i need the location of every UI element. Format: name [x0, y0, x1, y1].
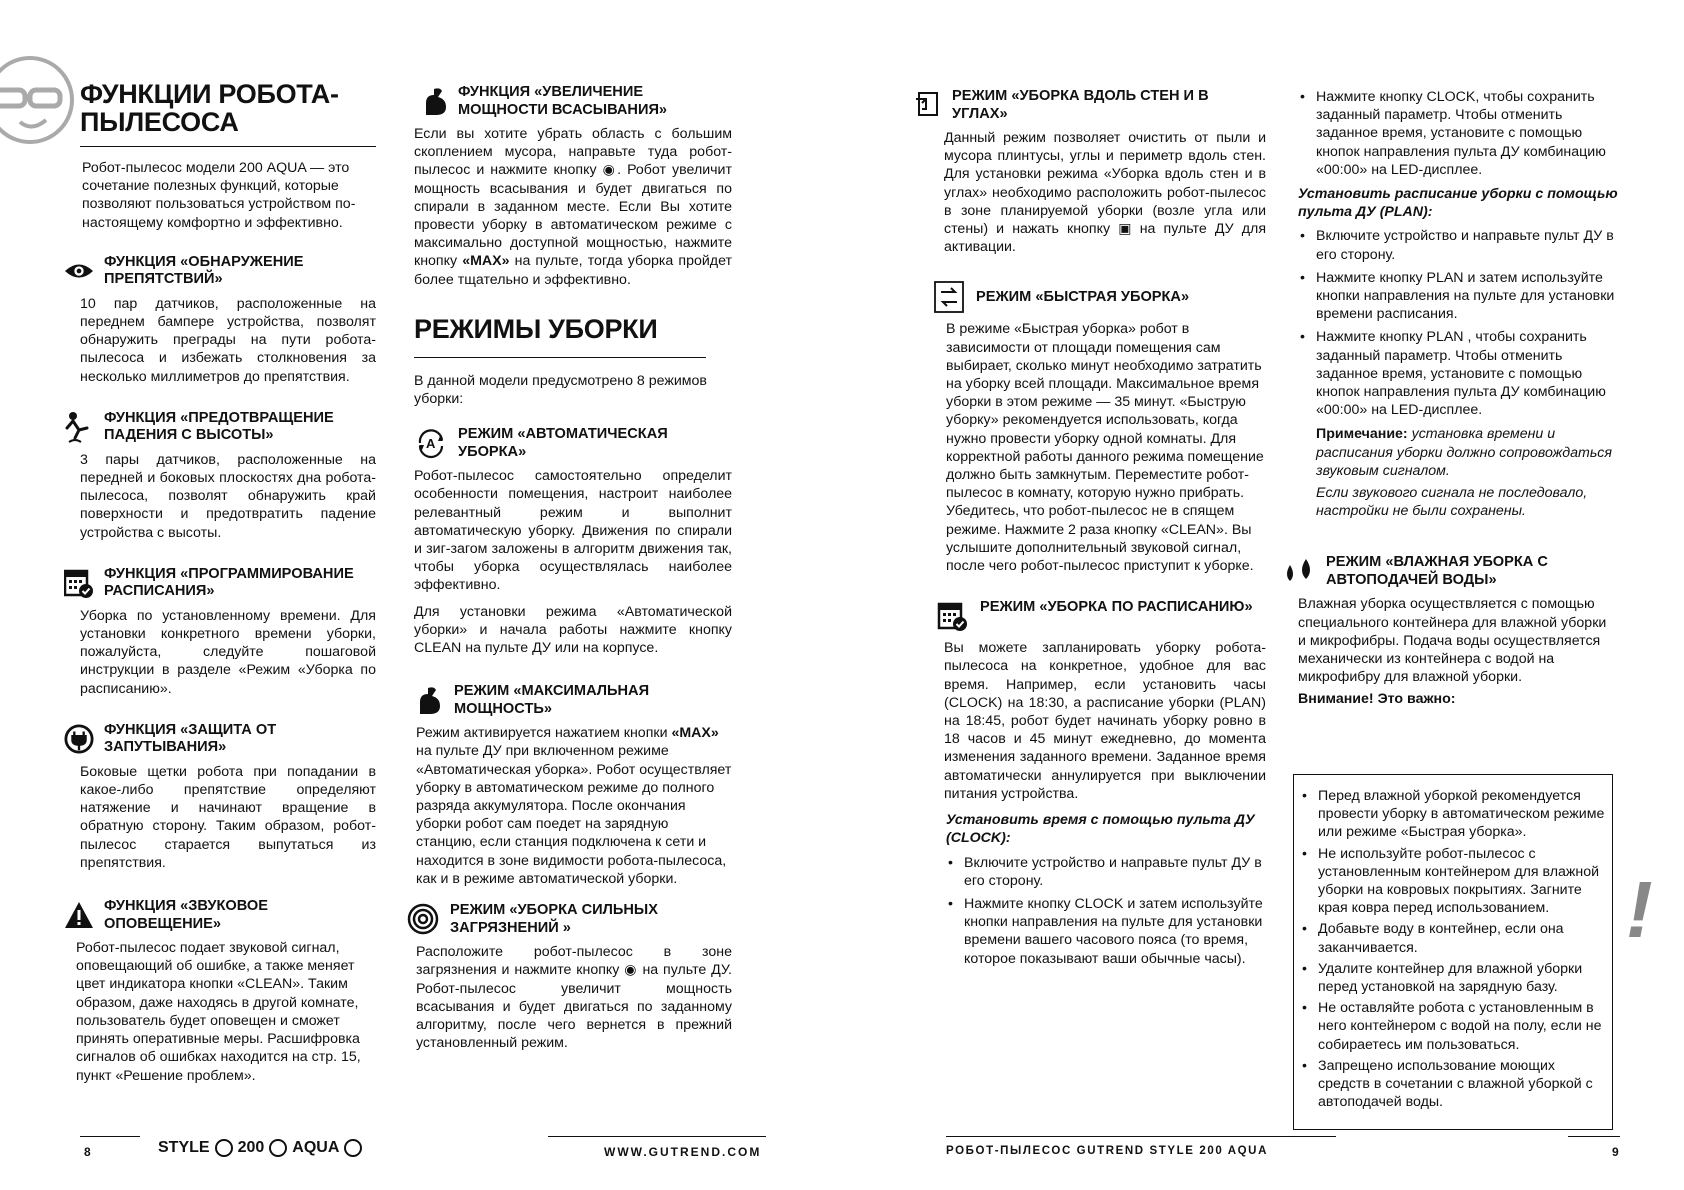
- m3-title: РЕЖИМ «УБОРКА СИЛЬНЫХ ЗАГРЯЗНЕНИЙ »: [450, 902, 658, 936]
- suction-button-icon: ◉: [602, 162, 618, 179]
- modes-title: РЕЖИМЫ УБОРКИ: [414, 313, 658, 344]
- m1-text2: Для установки режима «Автоматической уборки» и начала работы нажмите кнопку CLEAN на пульте ДУ или на корпусе.: [414, 603, 732, 657]
- list-item: • Включите устройство и направьте пульт ДУ в его сторону.: [946, 854, 1266, 890]
- intro-text: Робот-пылесос модели 200 AQUA — это сочетание полезных функций, которые позволяют пользоваться устройством по-настоящему комфортно и эффективно.: [82, 160, 356, 231]
- eye-icon: [64, 254, 94, 288]
- m6-list2: [1298, 227, 1618, 419]
- m5-text: В режиме «Быстрая уборка» робот в зависимости от площади помещения сам выбирает, сколько минут необходимо затратить на уборку всей площади. Максимальное время уборки в этом режиме — 35 минут. «Быструю уборку» рекомендуется использовать, когда нужно провести уборку одной комнаты. Для корректной работы данного режима помещение должно быть замкнутым. Переместите робот-пылесос в комнату, которую нужно прибрать. Убедитесь, что робот-пылесос не в спящем режиме. Нажмите 2 раза кнопку «CLEAN». Вы услышите дополнительный звуковой сигнал, после чего робот-пылесос приступит к уборке.: [946, 321, 1264, 575]
- m7-text: Влажная уборка осуществляется с помощью специального контейнера для влажной уборки и микрофибры. Подача воды осуществляется механически из контейнера с водой на микрофибру для влажной уборки.: [1298, 596, 1607, 686]
- f4-title: ФУНКЦИЯ «ЗАЩИТА ОТ ЗАПУТЫВАНИЯ»: [104, 721, 277, 756]
- auto-icon: [414, 426, 448, 460]
- list-item: • Нажмите кнопку PLAN и затем используйте кнопки направления на пульте для установки времени расписания.: [1298, 269, 1618, 324]
- m6-sub1: Установить время с помощью пульта ДУ (CLOCK):: [946, 812, 1255, 847]
- m5-title: РЕЖИМ «БЫСТРАЯ УБОРКА»: [976, 289, 1190, 306]
- m3-text: Расположите робот-пылесос в зоне загрязнения и нажмите кнопку ◉ на пульте ДУ. Робот-пылесос увеличит мощность всасывания и будет двигаться по заданному алгоритму, после чего вернется в прежний установленный режим.: [416, 944, 732, 1052]
- list-item: • Включите устройство и направьте пульт ДУ в его сторону.: [1298, 227, 1618, 263]
- website: WWW.GUTREND.COM: [604, 1145, 762, 1159]
- f4-text: Боковые щетки робота при попадании в какое-либо препятствие определяют натяжение и начинают вращение в обратную сторону. Таким образом, робот-пылесос старается выпутаться из препятствия.: [80, 763, 376, 871]
- m4-title: РЕЖИМ «УБОРКА ВДОЛЬ СТЕН И В УГЛАХ»: [952, 88, 1209, 122]
- footer-brand: STYLE 200 AQUA: [158, 1139, 362, 1157]
- m6-text: Вы можете запланировать уборку робота-пылесоса на конкретное, удобное для вас время. Например, если установить часы (CLOCK) на 18:30, а расписание уборки (PLAN) на 18:45, робот будет начинать уборку ровно в 18 часов и 45 минут ежедневно, до момента изменения заданного времени. Заданное время автоматически аннулируется при выключении питания устройства.: [944, 640, 1266, 802]
- footer-rule-left-long: [548, 1136, 766, 1137]
- list-item: • Нажмите кнопку CLOCK, чтобы сохранить заданный параметр. Чтобы отменить заданное время, установите с помощью кнопок направления пульта ДУ комбинацию «00:00» на LED-дисплее.: [1298, 88, 1618, 179]
- list-item: • Запрещено использование моющих средств в сочетании с влажной уборкой с автоподачей воды.: [1300, 1057, 1606, 1112]
- f2-title: ФУНКЦИЯ «ПРЕДОТВРАЩЕНИЕ ПАДЕНИЯ С ВЫСОТЫ»: [104, 409, 334, 444]
- list-item: • Не оставляйте робота с установленным в него контейнером с водой на полу, если не собираетесь им пользоваться.: [1300, 999, 1606, 1054]
- page-number-right: 9: [1612, 1145, 1619, 1159]
- arm-icon: [422, 84, 448, 118]
- m6-list1: [946, 854, 1266, 968]
- brand-leaf-icon: [344, 1139, 362, 1157]
- m1-title: РЕЖИМ «АВТОМАТИЧЕСКАЯ УБОРКА»: [458, 426, 668, 460]
- svg-text:A: A: [426, 436, 436, 452]
- modes-intro: В данной модели предусмотрено 8 режимов уборки:: [414, 372, 707, 408]
- glasses-logo-icon: [0, 50, 80, 150]
- m7-attention: Внимание! Это важно:: [1298, 691, 1456, 708]
- page-number-left: 8: [84, 1145, 91, 1159]
- plug-icon: [64, 722, 94, 756]
- calendar-icon: [64, 566, 94, 600]
- warning-icon: [64, 898, 94, 932]
- right-column-1: [946, 88, 1266, 974]
- wall-corner-button-icon: ▣: [1118, 221, 1132, 238]
- left-column-1: [76, 79, 376, 1093]
- m7-title: РЕЖИМ «ВЛАЖНАЯ УБОРКА С АВТОПОДАЧЕЙ ВОДЫ»: [1326, 554, 1548, 588]
- brand-glasses-icon: [215, 1139, 233, 1157]
- f5-text: Робот-пылесос подает звуковой сигнал, оповещающий об ошибке, а также меняет цвет индикатора кнопки «CLEAN». Таким образом, даже находясь в другой комнате, пользователь будет оповещен и сможет принять оперативные меры. Расшифровка сигналов об ошибках находится на стр. 15, пункт «Решение проблем».: [76, 940, 361, 1084]
- m4-text: Данный режим позволяет очистить от пыли и мусора плинтусы, углы и периметр вдоль стен. Для установки режима «Уборка вдоль стен и в углах» необходимо расположить робот-пылесос в зоне планируемой уборки (возле угла или стены) и нажать кнопку ▣ на пульте ДУ для активации.: [944, 130, 1267, 256]
- fall-icon: [64, 410, 94, 444]
- footer-rule-right-long: [946, 1136, 1336, 1137]
- quick-clean-icon: [932, 280, 966, 314]
- footer-rule-right-short: [1568, 1136, 1620, 1137]
- list-item: • Нажмите кнопку PLAN , чтобы сохранить заданный параметр. Чтобы отменить заданное время, установите с помощью кнопок направления пульта ДУ комбинацию «00:00» на LED-дисплее.: [1298, 328, 1618, 419]
- list-item: • Нажмите кнопку CLOCK и затем используйте кнопки направления на пульте для установки времени вашего часового пояса (то время, которое показывают ваши обычные часы).: [946, 895, 1266, 968]
- m2-text: Режим активируется нажатием кнопки «MAX» на пульте ДУ при включенном режиме «Автоматическая уборка». Робот осуществляет уборку в автоматическом режиме до полного разряда аккумулятора. После окончания уборки робот сам поедет на зарядную станцию, если станция подключена к сети и находится в зоне видимости робота-пылесоса, как и в режиме автоматической уборки.: [416, 725, 732, 887]
- m6-sub2: Установить расписание уборки с помощью пульта ДУ (PLAN):: [1298, 186, 1618, 221]
- list-item: • Удалите контейнер для влажной уборки перед установкой на зарядную базу.: [1300, 960, 1606, 996]
- arm-icon: [414, 683, 444, 717]
- f6-text: Если вы хотите убрать область с большим скоплением мусора, направьте туда робот-пылесос и нажмите кнопку ◉. Робот увеличит мощность всасывания и будет двигаться по спирали в заданном месте. Если Вы хотите провести уборку в автоматическом режиме с максимально доступной мощностью, нажмите кнопку «MAX» на пульте, тогда уборка пройдет более тщательно и эффективно.: [414, 126, 732, 288]
- f6-title: ФУНКЦИЯ «УВЕЛИЧЕНИЕ МОЩНОСТИ ВСАСЫВАНИЯ»: [458, 84, 668, 118]
- note2: Если звукового сигнала не последовало, настройки не были сохранены.: [1316, 485, 1588, 520]
- list-item: • Перед влажной уборкой рекомендуется провести уборку в автоматическом режиме или режиме «Быстрая уборка».: [1300, 787, 1606, 842]
- m1-text1: Робот-пылесос самостоятельно определит особенности помещения, настроит наиболее релевантный режим и выполнит автоматическую уборку. Движения по спирали и зиг-загом заложены в алгоритм движения так, чтобы уборка осуществлялась наиболее эффективно.: [414, 468, 732, 594]
- warning-box: [1293, 774, 1613, 1130]
- note: Примечание: установка времени и расписания уборки должно сопровождаться звуковым сигналом.: [1316, 426, 1612, 479]
- f3-title: ФУНКЦИЯ «ПРОГРАММИРОВАНИЕ РАСПИСАНИЯ»: [104, 565, 354, 600]
- f1-title: ФУНКЦИЯ «ОБНАРУЖЕНИЕ ПРЕПЯТСТВИЙ»: [104, 253, 304, 288]
- m6-list1b: [1298, 88, 1618, 179]
- footer-rule-left-short: [80, 1136, 140, 1137]
- right-column-2: [1298, 88, 1618, 717]
- footer-title: РОБОТ-ПЫЛЕСОС GUTREND STYLE 200 AQUA: [946, 1145, 1268, 1157]
- f2-text: 3 пары датчиков, расположенные на передней и боковых плоскостях дна робота-пылесоса, позволят обнаружить край поверхности и предотвратить падение устройства с высоты.: [80, 451, 376, 541]
- page-title: ФУНКЦИИ РОБОТА- ПЫЛЕСОСА: [80, 79, 339, 137]
- f1-text: 10 пар датчиков, расположенные на переднем бампере устройства, позволят обнаружить преграды на пути робота-пылесоса и избежать столкновения за несколько миллиметров до препятствия.: [80, 295, 376, 385]
- wall-corner-icon: [912, 88, 942, 122]
- f5-title: ФУНКЦИЯ «ЗВУКОВОЕ ОПОВЕЩЕНИЕ»: [104, 898, 268, 932]
- list-item: • Добавьте воду в контейнер, если она заканчивается.: [1300, 920, 1606, 956]
- calendar-icon: [936, 599, 970, 633]
- spiral-icon: [406, 902, 440, 936]
- f3-text: Уборка по установленному времени. Для установки конкретного времени уборки, пожалуйста, следуйте пошаговой инструкции в разделе «Режим «Уборка по расписанию».: [80, 607, 376, 697]
- exclamation-mark: !: [1626, 865, 1653, 954]
- list-item: • Не используйте робот-пылесос с установленным контейнером для влажной уборки на ковровых покрытиях. Загните края ковра перед использованием.: [1300, 845, 1606, 918]
- suction-button-icon: ◉: [624, 962, 638, 979]
- left-column-2: [414, 84, 732, 1060]
- brand-circle-icon: [269, 1139, 287, 1157]
- drops-icon: [1282, 554, 1316, 588]
- m2-title: РЕЖИМ «МАКСИМАЛЬНАЯ МОЩНОСТЬ»: [454, 683, 650, 717]
- m6-title: РЕЖИМ «УБОРКА ПО РАСПИСАНИЮ»: [980, 599, 1253, 616]
